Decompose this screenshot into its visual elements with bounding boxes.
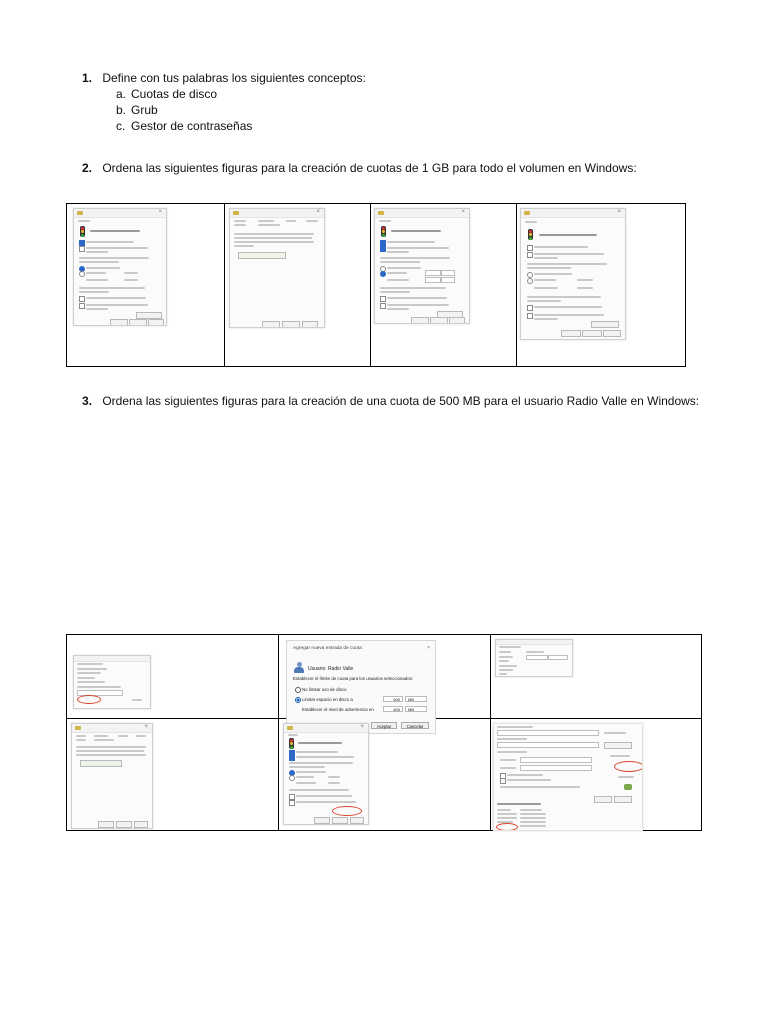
- question-2: [82, 161, 637, 176]
- close-icon: ×: [617, 209, 621, 215]
- limit-radio[interactable]: [295, 697, 301, 703]
- figure-cell: [279, 635, 491, 729]
- drive-icon: [524, 211, 530, 215]
- drive-icon: [233, 211, 239, 215]
- quota-list-screenshot: [495, 639, 573, 677]
- item-letter: a.: [116, 87, 127, 101]
- warning-value-input[interactable]: 400: [383, 706, 403, 712]
- question-3: [82, 394, 699, 409]
- item-letter: b.: [116, 103, 127, 117]
- no-limit-radio[interactable]: [295, 687, 301, 693]
- highlight-oval: [77, 695, 101, 704]
- warning-label: Establecer el nivel de advertencia en: [302, 707, 374, 712]
- figure-cell: [67, 719, 279, 831]
- item-text: Gestor de contraseñas: [131, 119, 253, 133]
- limit-label: Limitar espacio en disco a: [302, 697, 353, 702]
- highlight-oval: [332, 806, 362, 816]
- quota-limit-screenshot: [374, 208, 470, 324]
- traffic-light-icon: [80, 226, 85, 237]
- question-1-number: 1.: [82, 71, 93, 85]
- figure-cell: [67, 635, 279, 719]
- question-1: [82, 71, 366, 86]
- question-1-item-a: [116, 86, 217, 102]
- question-1-item-c: [116, 118, 252, 134]
- traffic-light-icon: [528, 229, 533, 240]
- cancel-button[interactable]: Cancelar: [401, 722, 429, 729]
- question-2-text: Ordena las siguientes figuras para la creación de cuotas de 1 GB para todo el volumen en Windows:: [102, 161, 637, 175]
- limit-unit-select[interactable]: MB: [405, 696, 427, 702]
- quota-entries-screenshot: [73, 655, 151, 709]
- disk-properties-screenshot: [71, 723, 153, 829]
- figure-cell: [491, 635, 702, 719]
- quota-disabled-screenshot: [520, 208, 626, 340]
- figures-table-1: [66, 203, 686, 367]
- traffic-light-icon: [381, 226, 386, 237]
- question-2-number: 2.: [82, 161, 93, 175]
- figure-cell: [371, 204, 517, 367]
- traffic-light-icon: [289, 738, 294, 749]
- user-label: Usuario:: [308, 666, 327, 672]
- question-1-text: Define con tus palabras los siguientes conceptos:: [102, 71, 366, 85]
- drive-icon: [75, 726, 81, 730]
- drive-icon: [287, 726, 293, 730]
- close-icon: ×: [360, 724, 364, 730]
- question-1-item-b: [116, 102, 158, 118]
- highlight-oval: [496, 823, 518, 831]
- no-limit-label: No limitar uso de disco: [302, 687, 347, 692]
- figure-cell: [517, 204, 686, 367]
- limit-value-input[interactable]: 500: [383, 696, 403, 702]
- highlight-oval: [614, 761, 643, 772]
- figure-cell: [225, 204, 371, 367]
- close-icon: ×: [158, 209, 162, 215]
- drive-icon: [77, 211, 83, 215]
- dialog-title: Agregar nueva entrada de cuota: [293, 646, 362, 651]
- search-icon: [624, 784, 632, 790]
- figures-table-2: [66, 634, 702, 831]
- question-3-number: 3.: [82, 394, 93, 408]
- user-line: [308, 666, 353, 672]
- quota-entries-button-screenshot: [283, 723, 369, 825]
- figure-cell: [279, 719, 491, 831]
- close-icon: ×: [144, 724, 148, 730]
- warning-unit-select[interactable]: MB: [405, 706, 427, 712]
- question-3-text: Ordena las siguientes figuras para la creación de una cuota de 500 MB para el usuario Radio Valle en Windows:: [102, 394, 700, 408]
- select-user-screenshot: [493, 723, 643, 831]
- item-text: Grub: [131, 103, 158, 117]
- figure-cell: [67, 204, 225, 367]
- drive-icon: [378, 211, 384, 215]
- accept-button[interactable]: Aceptar: [371, 722, 397, 729]
- figure-cell: [491, 719, 702, 831]
- disk-properties-screenshot: [229, 208, 325, 328]
- close-icon: ×: [461, 209, 465, 215]
- user-value: Radio Valle: [328, 666, 354, 672]
- item-letter: c.: [116, 119, 126, 133]
- close-icon: ×: [316, 209, 320, 215]
- limit-heading: Establecer el límite de cuota para los usuarios seleccionados:: [293, 676, 414, 681]
- close-icon[interactable]: ×: [427, 645, 430, 651]
- user-icon: [293, 662, 305, 673]
- quota-settings-screenshot: [73, 208, 167, 326]
- item-text: Cuotas de disco: [131, 87, 218, 101]
